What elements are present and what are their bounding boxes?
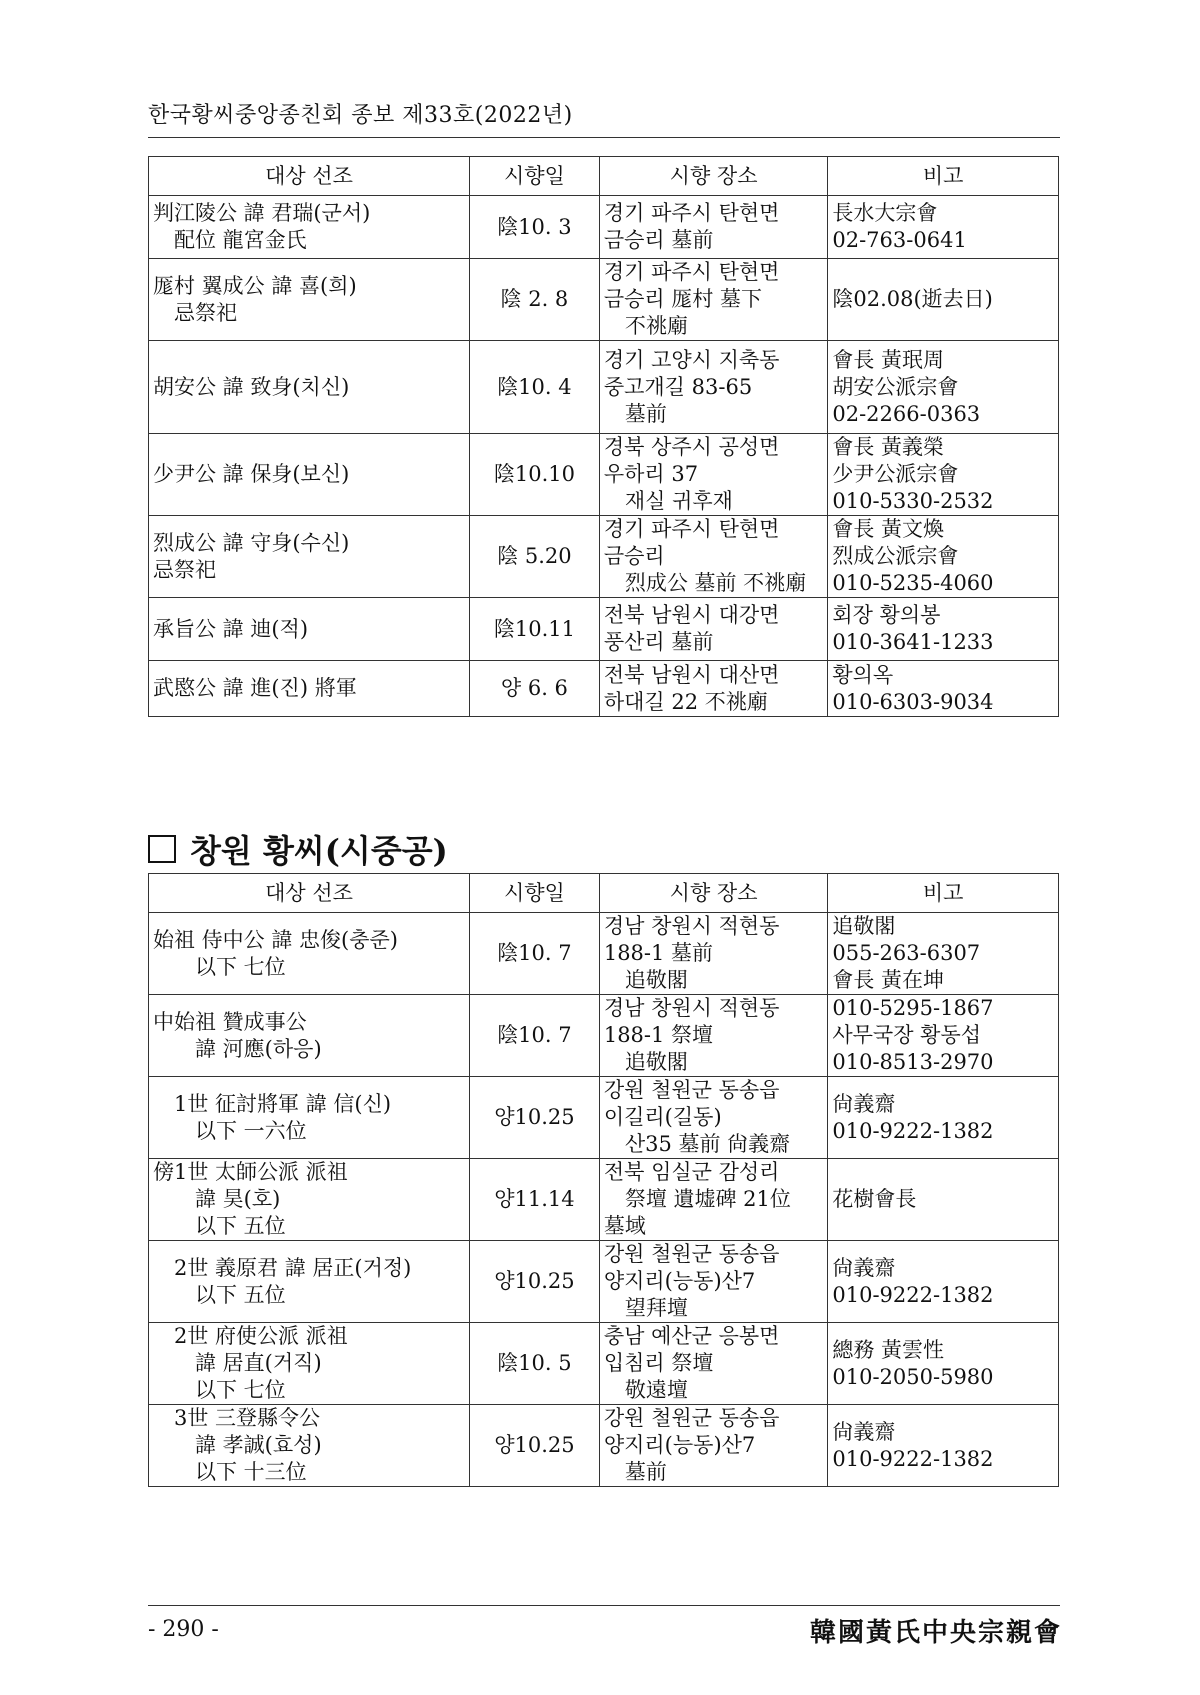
cell-place [599, 1077, 828, 1159]
cell-place [599, 259, 828, 341]
cell-date: 양10.25 [469, 1241, 599, 1323]
page-header: 한국황씨중앙종친회 종보 제33호(2022년) [148, 103, 573, 128]
place-line: 양지리(능동)산7 [603, 1433, 756, 1457]
ancestral-rites-table-2 [148, 873, 1059, 1487]
header-note: 비고 [828, 874, 1059, 913]
cell-date: 陰10. 7 [469, 995, 599, 1077]
place-line: 양지리(능동)산7 [603, 1269, 756, 1293]
note-line: 長水大宗會 [832, 201, 938, 225]
subject-line: 以下 七位 [153, 1378, 286, 1402]
subject-line: 以下 五位 [153, 1282, 286, 1307]
place-line: 경기 파주시 탄현면 [603, 201, 780, 225]
place-line: 전북 임실군 감성리 [603, 1160, 780, 1184]
subject-line: 諱 孝誠(효성) [153, 1433, 322, 1457]
page-number: - 290 - [148, 1617, 219, 1642]
place-line: 敬遠壇 [603, 1378, 688, 1402]
header-place: 시향 장소 [599, 874, 828, 913]
place-line: 경북 상주시 공성면 [603, 435, 780, 459]
note-line: 010-8513-2970 [832, 1050, 994, 1074]
cell-note [828, 341, 1059, 434]
cell-subject [149, 995, 470, 1077]
note-line: 010-5295-1867 [832, 996, 994, 1020]
table-row [149, 1405, 1059, 1487]
checkbox-square-icon [148, 835, 176, 863]
cell-subject [149, 434, 470, 516]
subject-line: 1世 征討將軍 諱 信(신) [153, 1091, 392, 1116]
place-line: 追敬閣 [603, 968, 688, 992]
note-line: 會長 黃在坤 [832, 968, 945, 992]
note-line: 황의옥 [832, 662, 894, 687]
note-line: 055-263-6307 [832, 941, 981, 965]
header-date: 시향일 [469, 874, 599, 913]
cell-place [599, 1323, 828, 1405]
subject-line: 傍1世 太師公派 派祖 [153, 1160, 348, 1184]
cell-date: 陰10. 4 [469, 341, 599, 434]
cell-date: 양10.25 [469, 1405, 599, 1487]
cell-date: 陰 2. 8 [469, 259, 599, 341]
cell-note [828, 1077, 1059, 1159]
place-line: 경남 창원시 적현동 [603, 914, 780, 938]
note-line: 尙義齋 [832, 1091, 896, 1116]
place-line: 금승리 厖村 墓下 [603, 287, 763, 311]
subject-line: 以下 七位 [153, 954, 286, 979]
cell-note [828, 995, 1059, 1077]
place-line: 재실 귀후재 [603, 489, 733, 513]
place-line: 烈成公 墓前 不祧廟 [603, 571, 807, 595]
place-line: 望拜壇 [603, 1296, 688, 1320]
place-line: 이길리(길동) [603, 1105, 722, 1129]
table-row [149, 995, 1059, 1077]
table-row [149, 1323, 1059, 1405]
place-line: 강원 철원군 동송읍 [603, 1078, 780, 1102]
table-row [149, 1159, 1059, 1241]
note-line: 花樹會長 [832, 1187, 917, 1211]
cell-subject [149, 1323, 470, 1405]
place-line: 강원 철원군 동송읍 [603, 1406, 780, 1430]
table-row [149, 661, 1059, 717]
note-line: 會長 黃文煥 [832, 517, 945, 541]
cell-note [828, 434, 1059, 516]
cell-date: 양 6. 6 [469, 661, 599, 717]
subject-line: 厖村 翼成公 諱 喜(희) [153, 273, 357, 298]
note-line: 02-2266-0363 [832, 401, 981, 426]
cell-place [599, 598, 828, 661]
cell-place [599, 196, 828, 259]
subject-line: 少尹公 諱 保身(보신) [153, 462, 350, 486]
subject-line: 以下 一六位 [153, 1118, 307, 1143]
table-header-row [149, 157, 1059, 196]
table-row [149, 1077, 1059, 1159]
subject-line: 始祖 侍中公 諱 忠俊(충준) [153, 927, 398, 952]
note-line: 010-9222-1382 [832, 1118, 994, 1143]
place-line: 산35 墓前 尙義齋 [603, 1132, 791, 1156]
place-line: 경남 창원시 적현동 [603, 996, 780, 1020]
table-row [149, 434, 1059, 516]
cell-note [828, 516, 1059, 598]
cell-subject [149, 196, 470, 259]
table-row [149, 196, 1059, 259]
cell-note [828, 913, 1059, 995]
place-line: 전북 남원시 대산면 [603, 662, 780, 687]
subject-line: 2世 義原君 諱 居正(거정) [153, 1255, 412, 1280]
society-logo: 韓國黃氏中央宗親會 [809, 1618, 1062, 1648]
cell-place [599, 516, 828, 598]
cell-place [599, 913, 828, 995]
header-date: 시향일 [469, 157, 599, 196]
subject-line: 2世 府使公派 派祖 [153, 1324, 348, 1348]
header-subject: 대상 선조 [149, 157, 470, 196]
table-row [149, 516, 1059, 598]
note-line: 010-9222-1382 [832, 1282, 994, 1307]
cell-note [828, 1323, 1059, 1405]
subject-line: 諱 居直(거직) [153, 1351, 322, 1375]
place-line: 하대길 22 不祧廟 [603, 689, 768, 714]
place-line: 祭壇 遺墟碑 21位 [603, 1187, 791, 1211]
cell-subject [149, 516, 470, 598]
note-line: 사무국장 황동섭 [832, 1023, 982, 1047]
header-rule [148, 137, 1060, 138]
cell-date: 陰10. 7 [469, 913, 599, 995]
place-line: 금승리 墓前 [603, 228, 714, 252]
note-line: 회장 황의봉 [832, 603, 941, 627]
place-line: 墓前 [603, 401, 667, 426]
cell-note [828, 1405, 1059, 1487]
subject-line: 承旨公 諱 迪(적) [153, 616, 309, 641]
note-line: 胡安公派宗會 [832, 374, 959, 399]
subject-line: 胡安公 諱 致身(치신) [153, 374, 350, 399]
subject-line: 判江陵公 諱 君瑞(군서) [153, 201, 371, 225]
cell-subject [149, 341, 470, 434]
header-subject: 대상 선조 [149, 874, 470, 913]
table-row [149, 598, 1059, 661]
subject-line: 以下 十三位 [153, 1460, 307, 1484]
cell-date: 양10.25 [469, 1077, 599, 1159]
subject-line: 以下 五位 [153, 1214, 286, 1238]
note-line: 010-5330-2532 [832, 489, 994, 513]
cell-subject [149, 598, 470, 661]
ancestral-rites-table-1 [148, 156, 1059, 717]
note-line: 會長 黃珉周 [832, 347, 945, 372]
place-line: 금승리 [603, 544, 665, 568]
place-line: 경기 고양시 지축동 [603, 347, 780, 372]
note-line: 烈成公派宗會 [832, 544, 959, 568]
cell-subject [149, 1159, 470, 1241]
cell-place [599, 1159, 828, 1241]
note-line: 尙義齋 [832, 1419, 896, 1444]
subject-line: 配位 龍宮金氏 [153, 228, 307, 252]
cell-note [828, 1159, 1059, 1241]
table-row [149, 913, 1059, 995]
place-line: 입침리 祭壇 [603, 1351, 714, 1375]
subject-line: 忌祭祀 [153, 300, 237, 325]
place-line: 追敬閣 [603, 1050, 688, 1074]
cell-date: 陰10. 3 [469, 196, 599, 259]
place-line: 墓前 [603, 1460, 667, 1484]
table-row [149, 1241, 1059, 1323]
cell-subject [149, 661, 470, 717]
note-line: 010-5235-4060 [832, 571, 994, 595]
footer-rule [148, 1605, 1060, 1606]
place-line: 경기 파주시 탄현면 [603, 260, 780, 284]
note-line: 010-9222-1382 [832, 1446, 994, 1471]
section-title: 창원 황씨(시중공) [190, 832, 448, 870]
note-line: 陰02.08(逝去日) [832, 287, 993, 311]
place-line: 188-1 祭壇 [603, 1023, 714, 1047]
cell-note [828, 259, 1059, 341]
cell-date: 陰10.11 [469, 598, 599, 661]
cell-subject [149, 1405, 470, 1487]
section-heading [148, 826, 448, 872]
subject-line: 忌祭祀 [153, 557, 216, 582]
table-header-row [149, 874, 1059, 913]
note-line: 總務 黃雲性 [832, 1337, 945, 1362]
cell-subject [149, 1077, 470, 1159]
place-line: 풍산리 墓前 [603, 630, 714, 654]
cell-place [599, 995, 828, 1077]
note-line: 追敬閣 [832, 914, 896, 938]
header-place: 시향 장소 [599, 157, 828, 196]
note-line: 少尹公派宗會 [832, 462, 959, 486]
place-line: 우하리 37 [603, 462, 699, 486]
cell-note [828, 1241, 1059, 1323]
subject-line: 諱 昊(호) [153, 1187, 281, 1211]
cell-subject [149, 1241, 470, 1323]
note-line: 010-3641-1233 [832, 630, 994, 654]
note-line: 02-763-0641 [832, 228, 967, 252]
table-row [149, 259, 1059, 341]
place-line: 충남 예산군 응봉면 [603, 1324, 780, 1348]
cell-date: 陰10. 5 [469, 1323, 599, 1405]
note-line: 尙義齋 [832, 1255, 896, 1280]
place-line: 墓域 [603, 1214, 646, 1238]
header-note: 비고 [828, 157, 1059, 196]
cell-place [599, 434, 828, 516]
cell-subject [149, 913, 470, 995]
cell-date: 양11.14 [469, 1159, 599, 1241]
cell-note [828, 196, 1059, 259]
subject-line: 武愍公 諱 進(진) 將軍 [153, 676, 357, 700]
cell-subject [149, 259, 470, 341]
subject-line: 烈成公 諱 守身(수신) [153, 530, 350, 555]
cell-place [599, 341, 828, 434]
note-line: 會長 黃義榮 [832, 435, 945, 459]
table-row [149, 341, 1059, 434]
subject-line: 3世 三登縣令公 [153, 1406, 321, 1430]
place-line: 188-1 墓前 [603, 941, 714, 965]
cell-place [599, 1241, 828, 1323]
cell-note [828, 661, 1059, 717]
place-line: 강원 철원군 동송읍 [603, 1242, 780, 1266]
subject-line: 中始祖 贊成事公 [153, 1009, 307, 1034]
cell-place [599, 661, 828, 717]
cell-place [599, 1405, 828, 1487]
place-line: 不祧廟 [603, 314, 688, 338]
place-line: 중고개길 83-65 [603, 374, 753, 399]
cell-note [828, 598, 1059, 661]
subject-line: 諱 河應(하응) [153, 1036, 322, 1061]
note-line: 010-6303-9034 [832, 689, 994, 714]
place-line: 경기 파주시 탄현면 [603, 517, 780, 541]
cell-date: 陰10.10 [469, 434, 599, 516]
note-line: 010-2050-5980 [832, 1364, 994, 1389]
place-line: 전북 남원시 대강면 [603, 603, 780, 627]
cell-date: 陰 5.20 [469, 516, 599, 598]
